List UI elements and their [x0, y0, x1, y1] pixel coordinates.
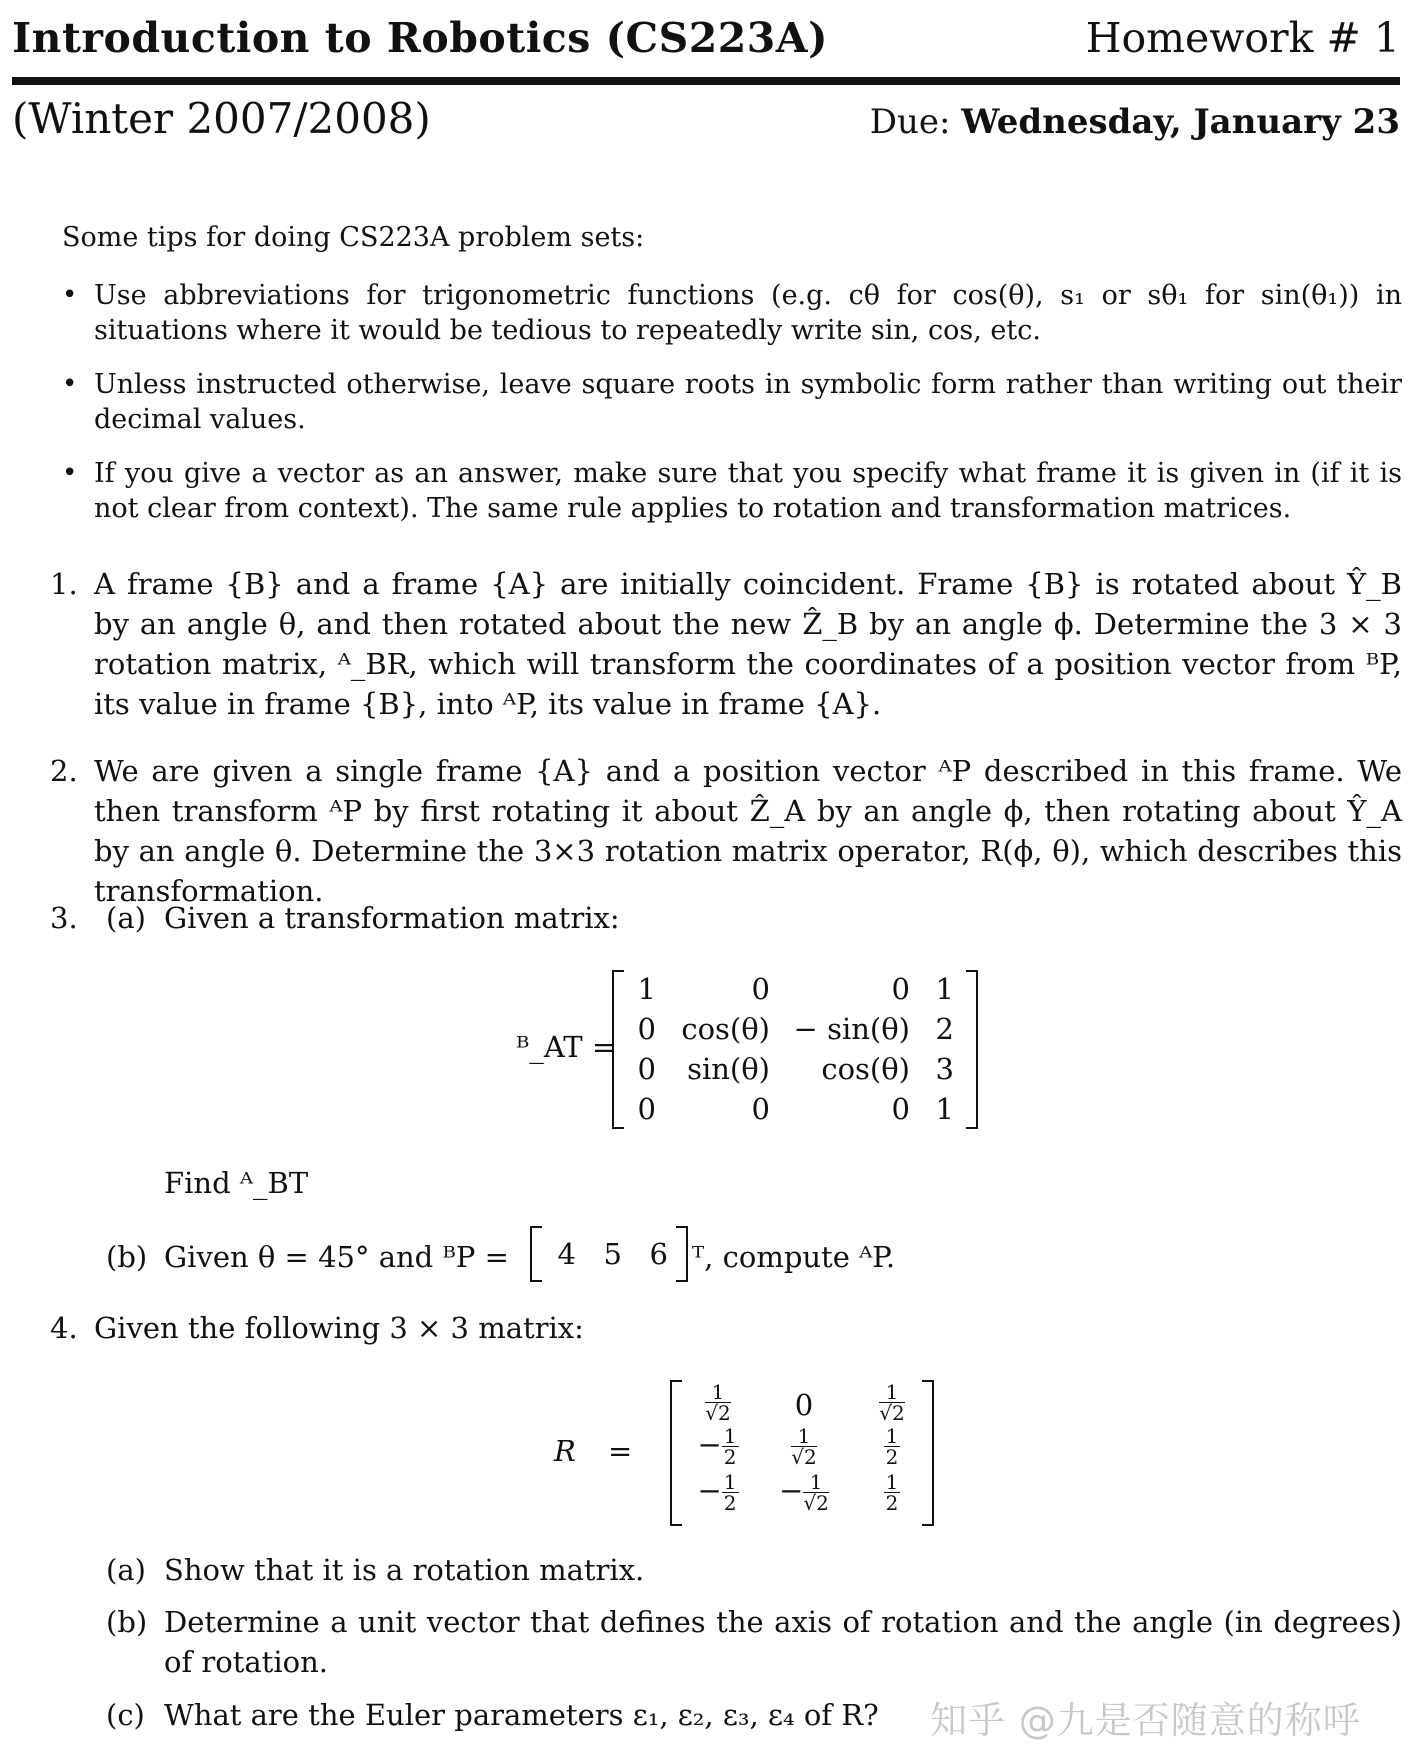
matrix-cell: 0: [751, 1092, 770, 1126]
matrix-cell: 1: [935, 1092, 954, 1126]
course-title: Introduction to Robotics (CS223A): [12, 14, 829, 62]
part-text-post: ᵀ, compute ᴬP.: [692, 1240, 896, 1274]
bullet-icon: •: [62, 458, 78, 488]
matrix-cell: 1: [637, 972, 656, 1006]
problem-2: [50, 751, 1402, 911]
matrix-cell: 0: [637, 1092, 656, 1126]
part-label: (b): [106, 1605, 148, 1639]
part-label: (a): [106, 1553, 146, 1587]
matrix-cell: sin(θ): [687, 1052, 770, 1086]
part-text: Show that it is a rotation matrix.: [164, 1553, 645, 1587]
matrix-cell: $\frac{1}{√2}$: [879, 1380, 905, 1425]
matrix-cell: $\frac{1}{√2}$: [791, 1424, 817, 1469]
find-text: Find ᴬ_BT: [164, 1166, 309, 1200]
matrix-cell: 1: [935, 972, 954, 1006]
matrix-cell: cos(θ): [681, 1012, 770, 1046]
problem-number: 4.: [50, 1311, 78, 1345]
left-bracket: [612, 970, 624, 1129]
matrix-cell: $\frac{1}{2}$: [885, 1424, 899, 1469]
matrix-lhs: R: [554, 1434, 576, 1468]
part-text: Given a transformation matrix:: [164, 901, 620, 935]
left-bracket: [670, 1380, 682, 1526]
matrix-cell: 0: [637, 1052, 656, 1086]
bullet-icon: •: [62, 369, 78, 399]
problem-4c: [106, 1695, 926, 1735]
problem-1: [50, 564, 1402, 724]
matrix-cell: − $\frac{1}{2}$: [697, 1470, 737, 1515]
tip-text: Use abbreviations for trigonometric functions (e.g. cθ for cos(θ), s₁ or sθ₁ for sin(θ₁)) in situations where it would be tedious to repeatedly write sin, cos, etc.: [94, 280, 1402, 346]
problem-text: Given the following 3 × 3 matrix:: [94, 1311, 584, 1345]
problem-number: 2.: [50, 754, 78, 788]
problem-4b: [106, 1602, 1402, 1682]
part-text: What are the Euler parameters ε₁, ε₂, ε₃, ε₄ of R?: [164, 1698, 879, 1732]
problem-number: 1.: [50, 567, 78, 601]
matrix-cell: − $\frac{1}{√2}$: [779, 1470, 829, 1515]
matrix-cell: 0: [891, 1092, 910, 1126]
problem-3a: [106, 898, 1402, 938]
header-rule: [12, 77, 1400, 85]
vector-cell: 4: [557, 1237, 576, 1271]
matrix-cell: cos(θ): [821, 1052, 910, 1086]
tip-item: [62, 456, 1402, 526]
part-label: (c): [106, 1698, 145, 1732]
tip-item: [62, 278, 1402, 348]
part-label: (a): [106, 901, 146, 935]
part-text-pre: Given θ = 45° and ᴮP =: [164, 1240, 509, 1274]
matrix-cell: − $\frac{1}{2}$: [697, 1424, 737, 1469]
matrix-cell: − sin(θ): [793, 1012, 910, 1046]
problem-4: [50, 1308, 1402, 1348]
part-label: (b): [106, 1240, 148, 1274]
matrix-cell: 0: [794, 1388, 814, 1422]
matrix-cell: 2: [935, 1012, 954, 1046]
matrix-cell: 3: [935, 1052, 954, 1086]
vector-cell: 5: [603, 1237, 622, 1271]
left-bracket: [530, 1226, 542, 1282]
part-text: Determine a unit vector that defines the axis of rotation and the angle (in degrees) of rotation.: [164, 1605, 1402, 1679]
homework-number: Homework # 1: [1085, 14, 1400, 62]
matrix-cell: $\frac{1}{√2}$: [705, 1380, 731, 1425]
problem-text: We are given a single frame {A} and a position vector ᴬP described in this frame. We then transform ᴬP by first rotating it about Ẑ_A by an angle ϕ, then rotating about Ŷ_A by an angle θ. Determine the 3×3 rotation matrix operator, R(ϕ, θ), which describes this transformation.: [94, 754, 1402, 908]
problem-4a: [106, 1550, 1402, 1590]
tips-intro: Some tips for doing CS223A problem sets:: [62, 222, 645, 253]
header-row-2: [12, 94, 1400, 143]
term: (Winter 2007/2008): [12, 94, 431, 143]
matrix-cell: 0: [891, 972, 910, 1006]
right-bracket: [676, 1226, 688, 1282]
matrix-lhs: ᴮ_AT =: [516, 1030, 617, 1064]
tip-text: Unless instructed otherwise, leave square roots in symbolic form rather than writing out their decimal values.: [94, 369, 1402, 435]
matrix-cell: $\frac{1}{2}$: [885, 1470, 899, 1515]
matrix-equals: =: [608, 1434, 633, 1468]
matrix-cell: 0: [751, 972, 770, 1006]
matrix-cell: 0: [637, 1012, 656, 1046]
bullet-icon: •: [62, 280, 78, 310]
right-bracket: [922, 1380, 934, 1526]
tip-item: [62, 367, 1402, 437]
header-row-1: [12, 14, 1400, 62]
problem-text: A frame {B} and a frame {A} are initially coincident. Frame {B} is rotated about Ŷ_B by an angle θ, and then rotated about the new Ẑ_B by an angle ϕ. Determine the 3 × 3 rotation matrix, ᴬ_BR, which will transform the coordinates of a position vector from ᴮP, its value in frame {B}, into ᴬP, its value in frame {A}.: [94, 567, 1402, 721]
tip-text: If you give a vector as an answer, make sure that you specify what frame it is given in (if it is not clear from context). The same rule applies to rotation and transformation matrices.: [94, 458, 1402, 524]
due-line: [870, 102, 1400, 142]
due-label: Due:: [869, 102, 951, 142]
due-date: Wednesday, January 23: [961, 102, 1400, 142]
watermark: 知乎 @九是否随意的称呼: [930, 1699, 1361, 1742]
vector-cell: 6: [649, 1237, 668, 1271]
problem-number: 3.: [50, 901, 78, 935]
right-bracket: [966, 970, 978, 1129]
